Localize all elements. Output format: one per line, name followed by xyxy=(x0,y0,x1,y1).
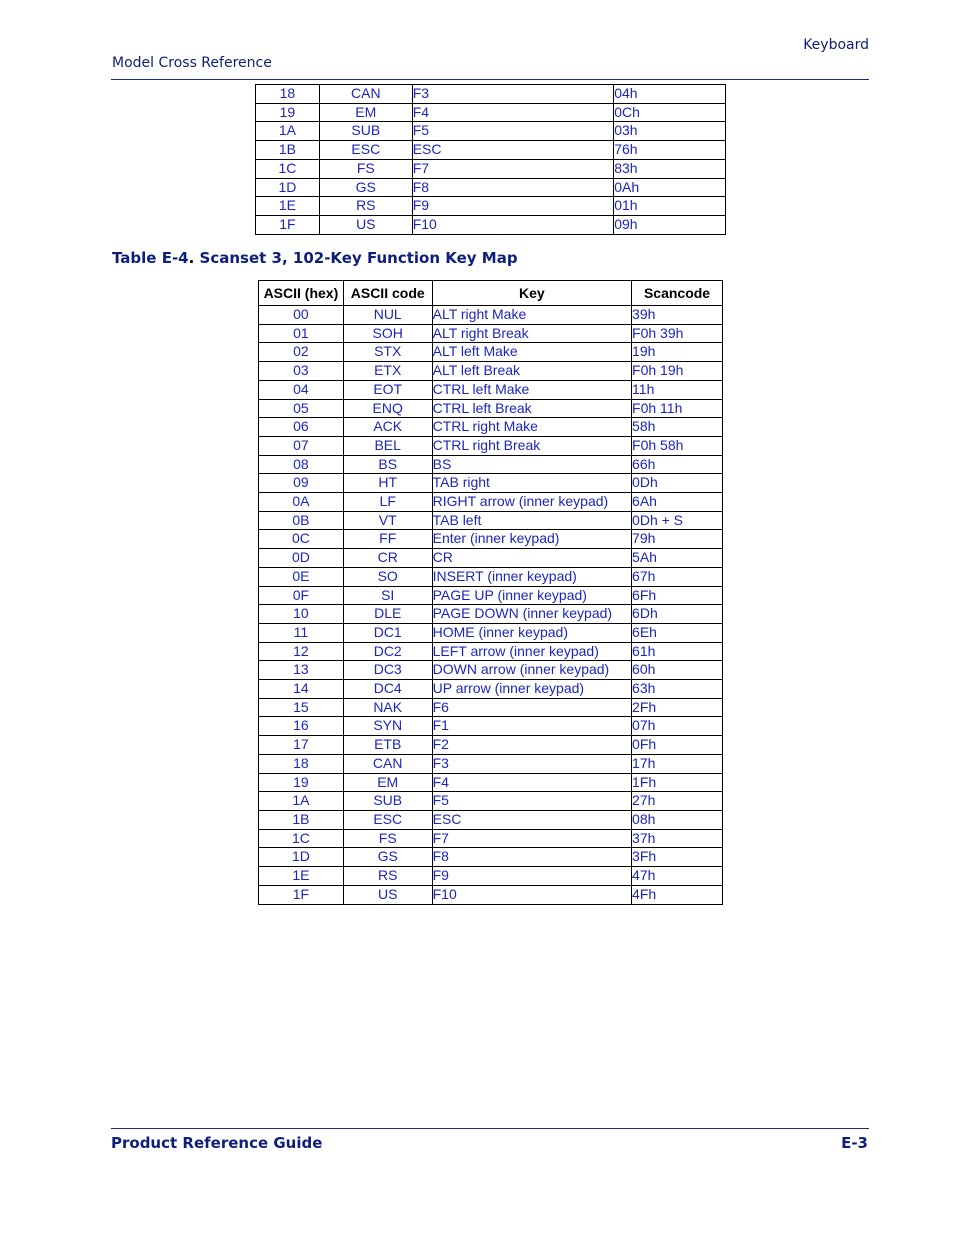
header-ascii-code: ASCII code xyxy=(343,281,432,306)
table-row xyxy=(256,159,726,178)
cell-scancode: 67h xyxy=(632,567,723,586)
table-row xyxy=(259,773,723,792)
cell-key: TAB left xyxy=(432,511,631,530)
cell-ascii-hex: 1E xyxy=(259,867,344,886)
table-row xyxy=(256,215,726,234)
table-row xyxy=(259,698,723,717)
cell-ascii-code: ACK xyxy=(343,418,432,437)
cell-ascii-code: CAN xyxy=(343,754,432,773)
cell-key: F5 xyxy=(432,792,631,811)
cell-scancode: 61h xyxy=(632,642,723,661)
table-row xyxy=(259,848,723,867)
cell-ascii-code: STX xyxy=(343,343,432,362)
table-row xyxy=(259,455,723,474)
cell-key: F3 xyxy=(412,85,614,104)
table-row xyxy=(259,399,723,418)
cell-ascii-code: FS xyxy=(343,829,432,848)
cell-scancode: 6Eh xyxy=(632,623,723,642)
cell-key: ALT right Make xyxy=(432,306,631,325)
cell-key: CR xyxy=(432,549,631,568)
table-row xyxy=(256,122,726,141)
cell-ascii-code: SUB xyxy=(319,122,412,141)
cell-key: F3 xyxy=(432,754,631,773)
cell-scancode: 0Ah xyxy=(614,178,726,197)
cell-key: LEFT arrow (inner keypad) xyxy=(432,642,631,661)
cell-ascii-hex: 1F xyxy=(256,215,320,234)
cell-key: PAGE DOWN (inner keypad) xyxy=(432,605,631,624)
cell-scancode: F0h 11h xyxy=(632,399,723,418)
cell-scancode: 39h xyxy=(632,306,723,325)
cell-scancode: 37h xyxy=(632,829,723,848)
cell-scancode: 83h xyxy=(614,159,726,178)
cell-key: RIGHT arrow (inner keypad) xyxy=(432,493,631,512)
cell-ascii-code: DC3 xyxy=(343,661,432,680)
table-header-row xyxy=(259,281,723,306)
table-row xyxy=(259,717,723,736)
cell-ascii-hex: 0A xyxy=(259,493,344,512)
cell-scancode: 0Dh + S xyxy=(632,511,723,530)
table-row xyxy=(259,436,723,455)
table-row xyxy=(259,885,723,904)
cell-ascii-code: SOH xyxy=(343,324,432,343)
cell-ascii-code: RS xyxy=(343,867,432,886)
caption-dot: . xyxy=(188,249,195,267)
footer-rule xyxy=(111,1128,869,1129)
cell-key: F5 xyxy=(412,122,614,141)
cell-ascii-code: DC4 xyxy=(343,680,432,699)
cell-scancode: 66h xyxy=(632,455,723,474)
cell-key: PAGE UP (inner keypad) xyxy=(432,586,631,605)
cell-scancode: 3Fh xyxy=(632,848,723,867)
cell-scancode: 08h xyxy=(632,810,723,829)
cell-ascii-hex: 0B xyxy=(259,511,344,530)
cell-ascii-code: ETX xyxy=(343,362,432,381)
cell-key: DOWN arrow (inner keypad) xyxy=(432,661,631,680)
table-row xyxy=(259,549,723,568)
cell-key: F4 xyxy=(412,103,614,122)
table-row xyxy=(259,605,723,624)
cell-scancode: 2Fh xyxy=(632,698,723,717)
cell-ascii-code: ESC xyxy=(319,141,412,160)
cell-scancode: 6Dh xyxy=(632,605,723,624)
cell-ascii-code: SYN xyxy=(343,717,432,736)
table-row xyxy=(256,197,726,216)
cell-ascii-hex: 1D xyxy=(259,848,344,867)
cell-key: BS xyxy=(432,455,631,474)
cell-ascii-hex: 03 xyxy=(259,362,344,381)
table-row xyxy=(259,324,723,343)
cell-key: F8 xyxy=(412,178,614,197)
cell-key: ALT right Break xyxy=(432,324,631,343)
cell-ascii-hex: 1A xyxy=(259,792,344,811)
cell-key: F6 xyxy=(432,698,631,717)
cell-ascii-hex: 18 xyxy=(256,85,320,104)
cell-scancode: F0h 19h xyxy=(632,362,723,381)
cell-ascii-code: EM xyxy=(319,103,412,122)
cell-scancode: 0Ch xyxy=(614,103,726,122)
cell-ascii-hex: 0C xyxy=(259,530,344,549)
cell-ascii-hex: 13 xyxy=(259,661,344,680)
caption-title: Scanset 3, 102-Key Function Key Map xyxy=(199,249,518,267)
cell-ascii-code: EM xyxy=(343,773,432,792)
table-row xyxy=(259,661,723,680)
cell-ascii-code: BS xyxy=(343,455,432,474)
cell-key: CTRL right Make xyxy=(432,418,631,437)
cell-scancode: 6Ah xyxy=(632,493,723,512)
cell-key: F9 xyxy=(432,867,631,886)
table-row xyxy=(259,343,723,362)
cell-ascii-code: FS xyxy=(319,159,412,178)
cell-scancode: 09h xyxy=(614,215,726,234)
cell-ascii-hex: 0F xyxy=(259,586,344,605)
cell-ascii-code: NAK xyxy=(343,698,432,717)
cell-ascii-hex: 11 xyxy=(259,623,344,642)
cell-key: F10 xyxy=(412,215,614,234)
cell-ascii-hex: 19 xyxy=(259,773,344,792)
cell-key: F4 xyxy=(432,773,631,792)
cell-key: ALT left Break xyxy=(432,362,631,381)
table-row xyxy=(256,141,726,160)
cell-ascii-hex: 05 xyxy=(259,399,344,418)
cell-ascii-hex: 1B xyxy=(259,810,344,829)
page-number: E-3 xyxy=(841,1134,868,1152)
cell-ascii-code: LF xyxy=(343,493,432,512)
cell-ascii-code: FF xyxy=(343,530,432,549)
cell-ascii-hex: 08 xyxy=(259,455,344,474)
table-row xyxy=(259,829,723,848)
cell-scancode: 27h xyxy=(632,792,723,811)
cell-ascii-hex: 1C xyxy=(256,159,320,178)
table-row xyxy=(259,586,723,605)
header-rule xyxy=(111,79,869,80)
cell-ascii-code: ESC xyxy=(343,810,432,829)
cell-ascii-hex: 16 xyxy=(259,717,344,736)
header-section: Keyboard xyxy=(803,37,869,53)
table-row xyxy=(256,178,726,197)
cell-scancode: 17h xyxy=(632,754,723,773)
caption-number: Table E-4 xyxy=(112,249,189,267)
cell-key: F7 xyxy=(412,159,614,178)
table-row xyxy=(259,680,723,699)
cell-key: Enter (inner keypad) xyxy=(432,530,631,549)
cell-key: ESC xyxy=(412,141,614,160)
cell-key: CTRL right Break xyxy=(432,436,631,455)
cell-ascii-code: US xyxy=(343,885,432,904)
cell-scancode: 03h xyxy=(614,122,726,141)
cell-key: ESC xyxy=(432,810,631,829)
cell-ascii-code: US xyxy=(319,215,412,234)
table-row xyxy=(259,810,723,829)
cell-ascii-hex: 00 xyxy=(259,306,344,325)
cell-scancode: 01h xyxy=(614,197,726,216)
table-row xyxy=(259,642,723,661)
cell-scancode: F0h 58h xyxy=(632,436,723,455)
cell-ascii-hex: 14 xyxy=(259,680,344,699)
cell-ascii-hex: 1F xyxy=(259,885,344,904)
table-row xyxy=(259,493,723,512)
cell-ascii-hex: 18 xyxy=(259,754,344,773)
header-subsection: Model Cross Reference xyxy=(112,55,272,71)
cell-ascii-code: DLE xyxy=(343,605,432,624)
cell-ascii-hex: 10 xyxy=(259,605,344,624)
cell-ascii-hex: 1E xyxy=(256,197,320,216)
top-continuation-table xyxy=(255,84,726,235)
cell-scancode: 4Fh xyxy=(632,885,723,904)
main-table-body xyxy=(259,306,723,905)
cell-key: TAB right xyxy=(432,474,631,493)
table-row xyxy=(259,736,723,755)
cell-ascii-hex: 1D xyxy=(256,178,320,197)
cell-ascii-hex: 1A xyxy=(256,122,320,141)
table-row xyxy=(259,867,723,886)
cell-scancode: 0Fh xyxy=(632,736,723,755)
cell-scancode: 07h xyxy=(632,717,723,736)
header-scancode: Scancode xyxy=(632,281,723,306)
table-row xyxy=(259,623,723,642)
cell-ascii-hex: 12 xyxy=(259,642,344,661)
cell-ascii-code: EOT xyxy=(343,380,432,399)
cell-ascii-hex: 0E xyxy=(259,567,344,586)
cell-key: F1 xyxy=(432,717,631,736)
cell-ascii-hex: 07 xyxy=(259,436,344,455)
cell-ascii-hex: 02 xyxy=(259,343,344,362)
table-row xyxy=(259,792,723,811)
table-row xyxy=(259,530,723,549)
cell-ascii-code: CAN xyxy=(319,85,412,104)
table-caption xyxy=(112,249,518,267)
cell-ascii-hex: 1B xyxy=(256,141,320,160)
cell-scancode: 19h xyxy=(632,343,723,362)
function-key-map-table xyxy=(258,280,723,905)
cell-ascii-code: DC1 xyxy=(343,623,432,642)
cell-ascii-hex: 04 xyxy=(259,380,344,399)
cell-key: CTRL left Break xyxy=(432,399,631,418)
cell-ascii-code: SUB xyxy=(343,792,432,811)
cell-scancode: 76h xyxy=(614,141,726,160)
cell-ascii-code: DC2 xyxy=(343,642,432,661)
cell-ascii-hex: 06 xyxy=(259,418,344,437)
cell-ascii-code: ETB xyxy=(343,736,432,755)
cell-ascii-code: ENQ xyxy=(343,399,432,418)
header-key: Key xyxy=(432,281,631,306)
cell-ascii-code: HT xyxy=(343,474,432,493)
cell-key: UP arrow (inner keypad) xyxy=(432,680,631,699)
cell-key: F9 xyxy=(412,197,614,216)
table-row xyxy=(259,306,723,325)
cell-scancode: 1Fh xyxy=(632,773,723,792)
cell-ascii-code: GS xyxy=(319,178,412,197)
cell-scancode: F0h 39h xyxy=(632,324,723,343)
cell-key: F10 xyxy=(432,885,631,904)
table-row xyxy=(256,103,726,122)
cell-ascii-code: GS xyxy=(343,848,432,867)
cell-scancode: 04h xyxy=(614,85,726,104)
cell-scancode: 58h xyxy=(632,418,723,437)
cell-ascii-hex: 1C xyxy=(259,829,344,848)
cell-key: CTRL left Make xyxy=(432,380,631,399)
table-row xyxy=(259,474,723,493)
cell-key: F8 xyxy=(432,848,631,867)
top-table-body xyxy=(256,85,726,235)
cell-scancode: 79h xyxy=(632,530,723,549)
cell-ascii-hex: 09 xyxy=(259,474,344,493)
cell-scancode: 63h xyxy=(632,680,723,699)
cell-scancode: 47h xyxy=(632,867,723,886)
cell-key: INSERT (inner keypad) xyxy=(432,567,631,586)
cell-scancode: 11h xyxy=(632,380,723,399)
cell-ascii-code: NUL xyxy=(343,306,432,325)
header-ascii-hex: ASCII (hex) xyxy=(259,281,344,306)
cell-key: HOME (inner keypad) xyxy=(432,623,631,642)
cell-scancode: 60h xyxy=(632,661,723,680)
table-row xyxy=(256,85,726,104)
footer-title: Product Reference Guide xyxy=(111,1134,323,1152)
cell-scancode: 6Fh xyxy=(632,586,723,605)
table-row xyxy=(259,754,723,773)
cell-key: ALT left Make xyxy=(432,343,631,362)
table-row xyxy=(259,362,723,381)
table-row xyxy=(259,567,723,586)
cell-scancode: 0Dh xyxy=(632,474,723,493)
cell-key: F7 xyxy=(432,829,631,848)
cell-ascii-code: BEL xyxy=(343,436,432,455)
cell-ascii-code: SO xyxy=(343,567,432,586)
table-row xyxy=(259,418,723,437)
cell-scancode: 5Ah xyxy=(632,549,723,568)
cell-ascii-code: VT xyxy=(343,511,432,530)
cell-ascii-code: CR xyxy=(343,549,432,568)
cell-key: F2 xyxy=(432,736,631,755)
cell-ascii-code: SI xyxy=(343,586,432,605)
cell-ascii-code: RS xyxy=(319,197,412,216)
table-row xyxy=(259,511,723,530)
cell-ascii-hex: 15 xyxy=(259,698,344,717)
cell-ascii-hex: 01 xyxy=(259,324,344,343)
cell-ascii-hex: 0D xyxy=(259,549,344,568)
table-row xyxy=(259,380,723,399)
cell-ascii-hex: 19 xyxy=(256,103,320,122)
cell-ascii-hex: 17 xyxy=(259,736,344,755)
